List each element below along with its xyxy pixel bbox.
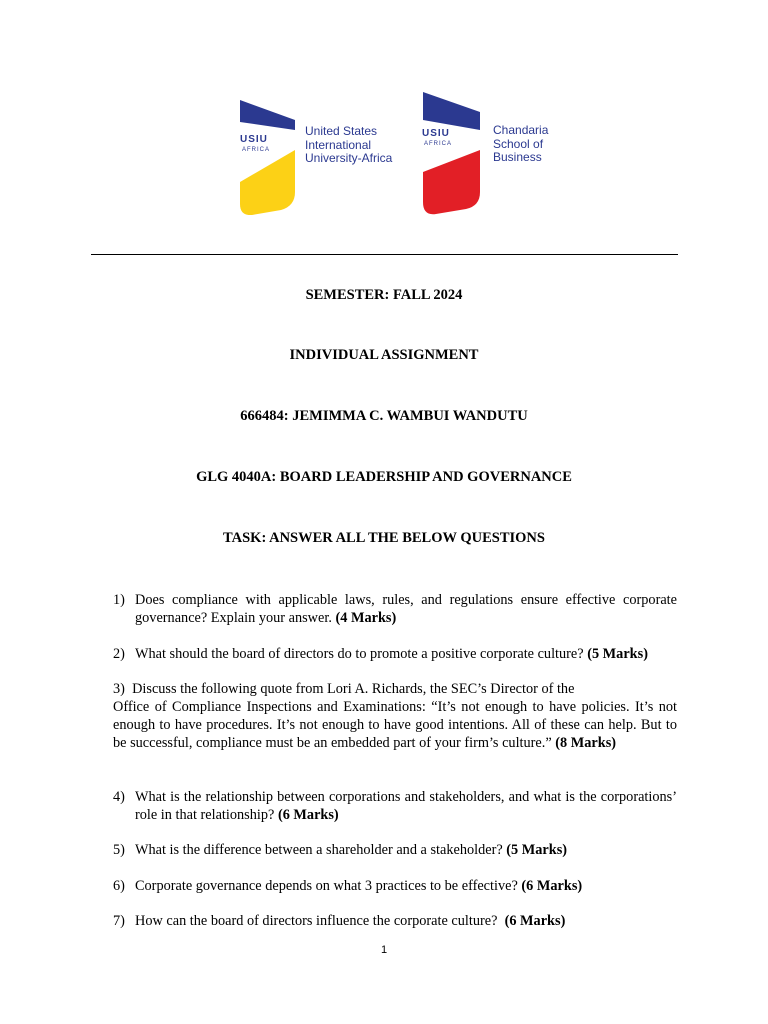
semester-heading: SEMESTER: FALL 2024 (305, 287, 463, 303)
usiu-mark-text: USIU (240, 134, 268, 145)
question-7: 7) How can the board of directors influence the corporate culture? (6 Marks) (113, 913, 566, 929)
chandaria-mark-text: USIU (422, 128, 450, 139)
question-1: 1) Does compliance with applicable laws, rules, and regulations ensure effective corporate governance? Explain your answer. (4 Marks) (113, 592, 677, 626)
question-4: 4) What is the relationship between corporations and stakeholders, and what is the corporations’ role in that relationship? (6 Marks) (113, 789, 677, 823)
question-3: 3) Discuss the following quote from Lori A. Richards, the SEC’s Director of the Office of Compliance Inspections and Examinations: “It’s not enough to have policies. It’s not enough to have procedures. It’s not enough to have good intentions. All of these can help. But to be successful, compliance must be an embedded part of your firm’s culture.” (8 Marks) (113, 681, 677, 751)
usiu-logo (238, 100, 403, 215)
header-divider (91, 254, 678, 255)
chandaria-name: Chandaria School of Business (493, 123, 549, 164)
question-5: 5) What is the difference between a shareholder and a stakeholder? (5 Marks) (113, 842, 568, 858)
student-heading: 666484: JEMIMMA C. WAMBUI WANDUTU (240, 408, 528, 424)
course-heading: GLG 4040A: BOARD LEADERSHIP AND GOVERNANCE (196, 469, 572, 485)
usiu-name: United States International University-Africa (305, 124, 393, 165)
chandaria-emblem-icon (420, 92, 482, 215)
usiu-mark-subtext: AFRICA (242, 147, 271, 153)
question-6: 6) Corporate governance depends on what 3 practices to be effective? (6 Marks) (113, 878, 583, 894)
chandaria-mark-subtext: AFRICA (424, 141, 453, 147)
question-2: 2) What should the board of directors do to promote a positive corporate culture? (5 Marks) (113, 646, 648, 662)
page-number: 1 (380, 944, 388, 956)
task-heading: TASK: ANSWER ALL THE BELOW QUESTIONS (223, 530, 545, 546)
chandaria-logo (420, 92, 560, 215)
usiu-emblem-icon (238, 100, 298, 215)
assignment-heading: INDIVIDUAL ASSIGNMENT (289, 347, 479, 363)
